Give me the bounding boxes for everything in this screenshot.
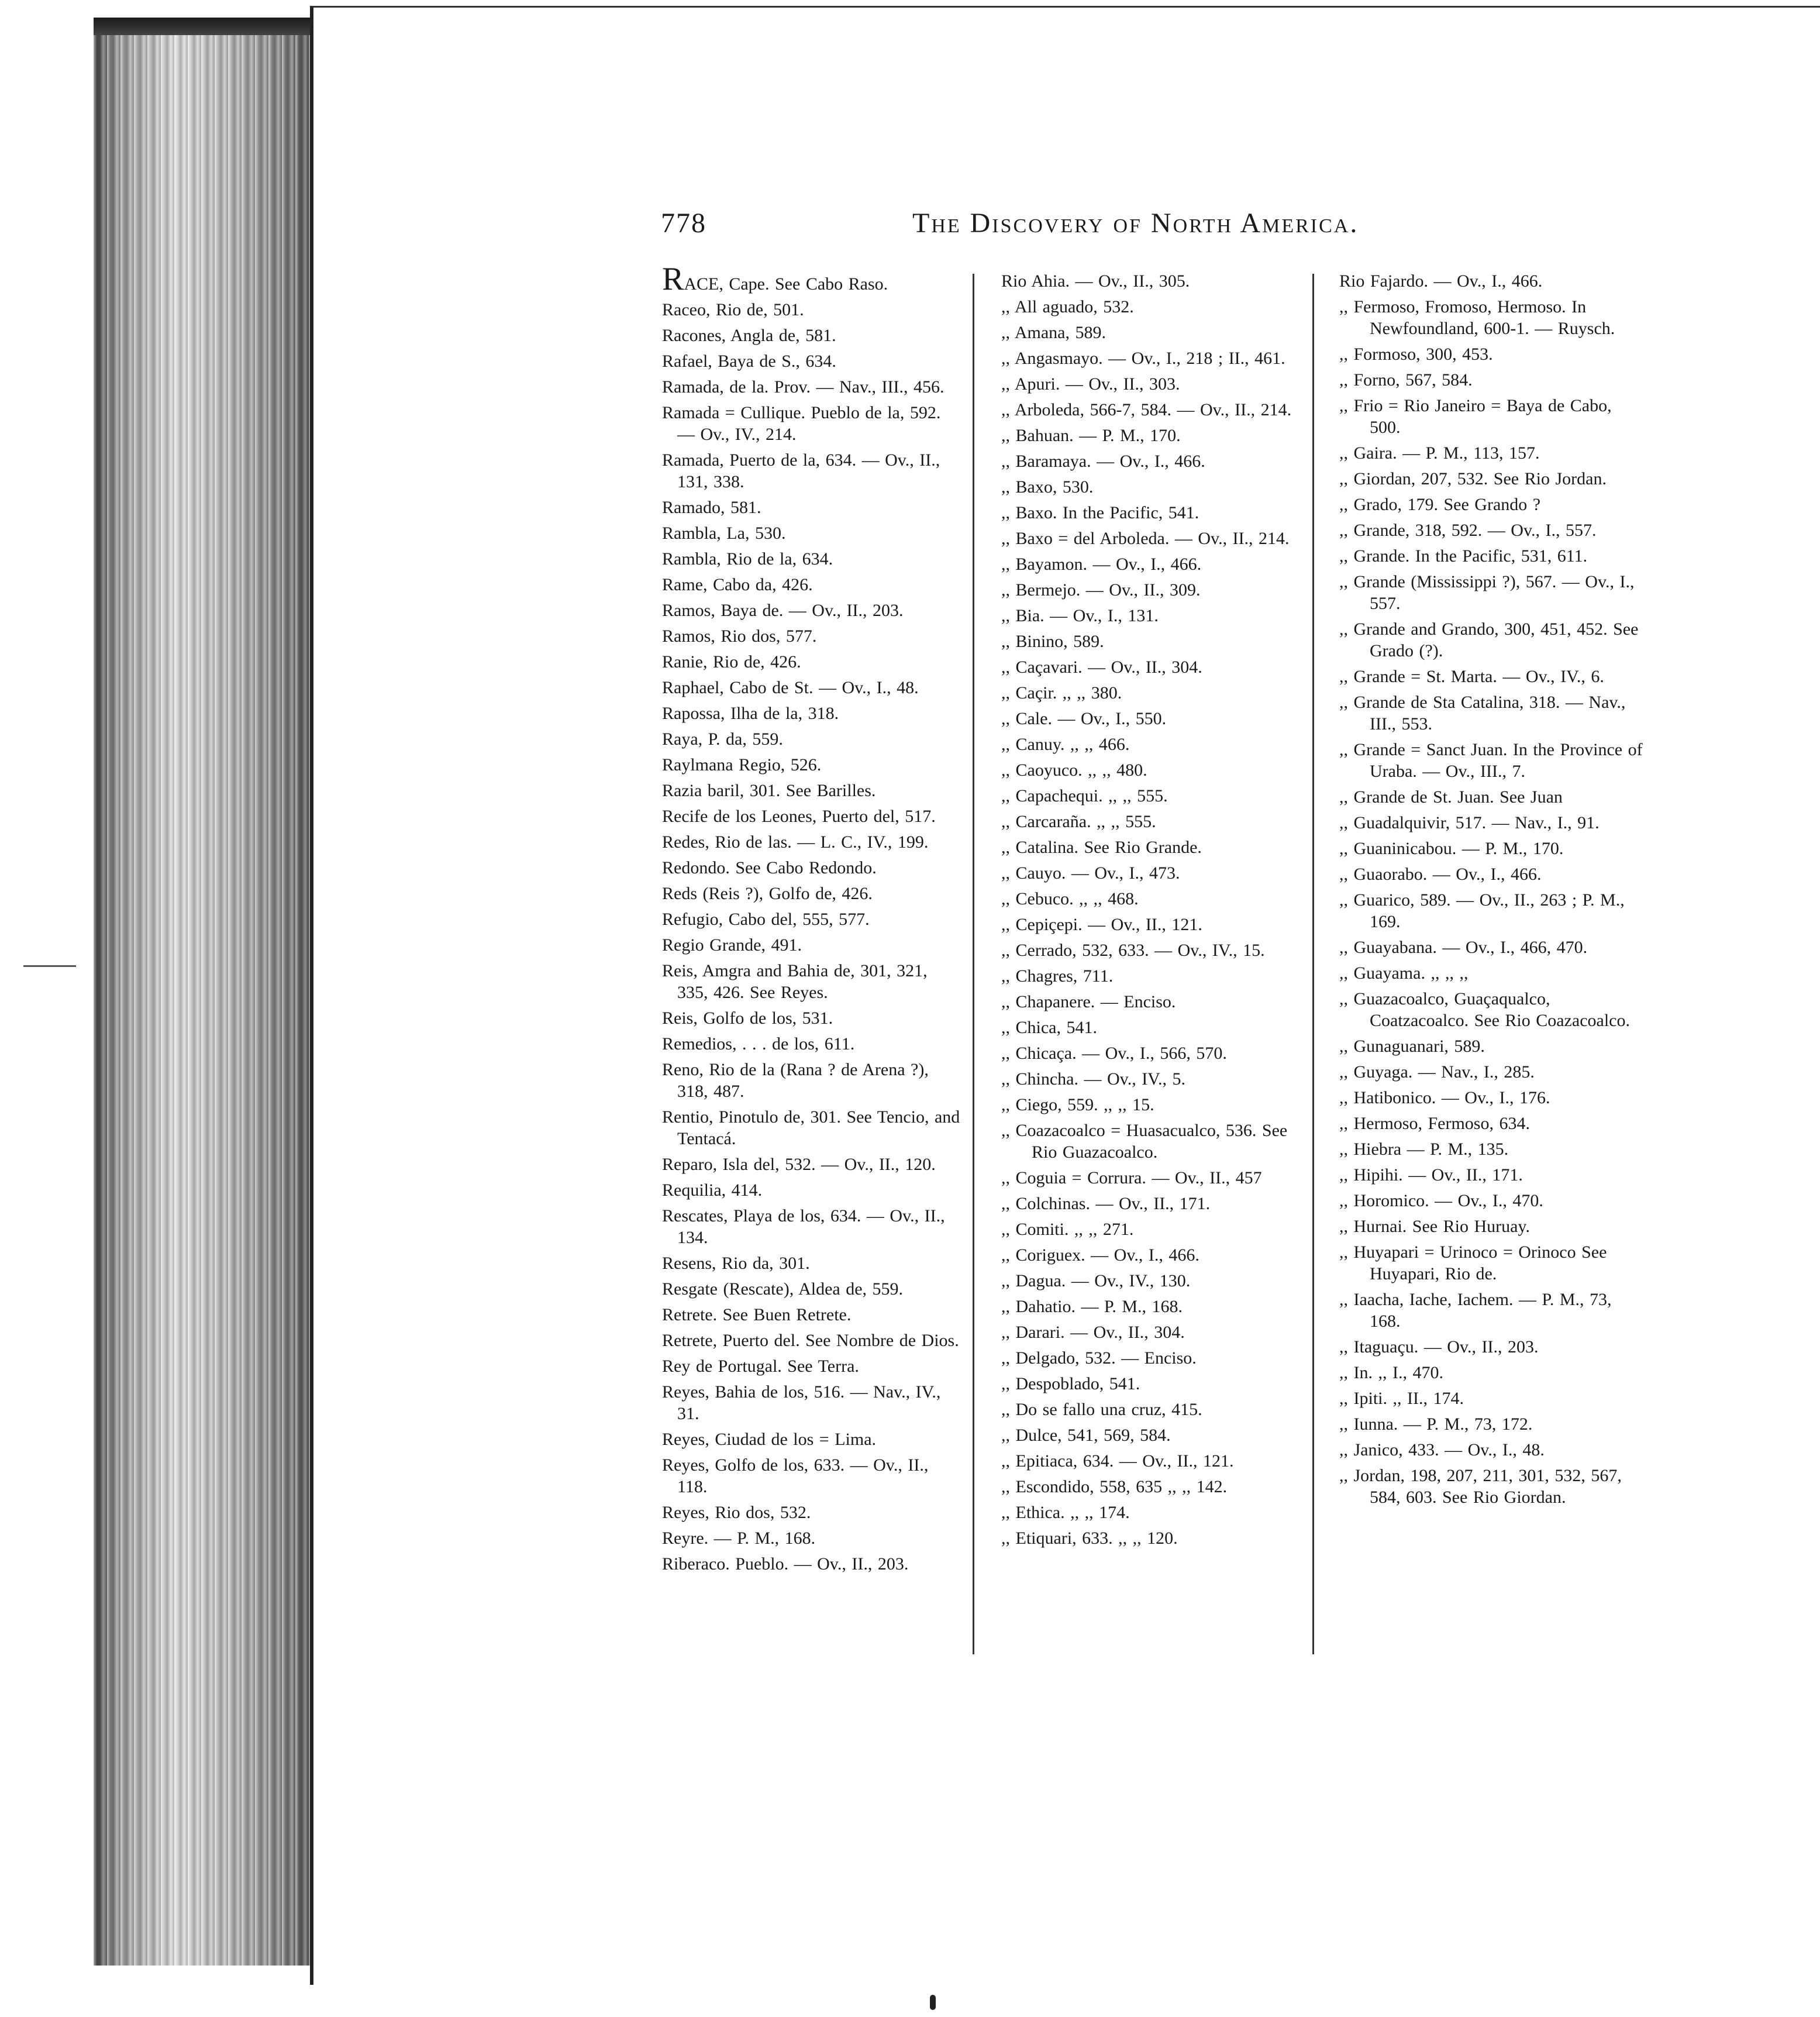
index-entry: ,, Guayama. ,, ,, ,,: [1339, 963, 1469, 983]
index-entry: ,, Grande and Grando, 300, 451, 452. See Grado (?).: [1339, 619, 1639, 660]
index-entry: Ramos, Rio dos, 577.: [662, 627, 817, 646]
column-divider-1: [973, 274, 974, 1654]
index-entry: ,, Colchinas. — Ov., II., 171.: [1001, 1194, 1211, 1213]
index-entry: ,, Huyapari = Urinoco = Orinoco See Huyapari, Rio de.: [1339, 1242, 1607, 1283]
index-entry: Rentio, Pinotulo de, 301. See Tencio, and Tentacá.: [662, 1107, 960, 1148]
index-entry: ,, Chagres, 711.: [1001, 966, 1114, 986]
index-entry: ,, Guaorabo. — Ov., I., 466.: [1339, 865, 1542, 884]
index-entry: ,, Grande de Sta Catalina, 318. — Nav., III., 553.: [1339, 693, 1626, 734]
index-entry: Riberaco. Pueblo. — Ov., II., 203.: [662, 1554, 909, 1574]
index-entry: ,, Bayamon. — Ov., I., 466.: [1001, 555, 1202, 574]
index-entry: Retrete. See Buen Retrete.: [662, 1305, 852, 1324]
index-entry: ,, Janico, 433. — Ov., I., 48.: [1339, 1440, 1545, 1460]
index-entry: RACE, Cape. See Cabo Raso.: [662, 261, 888, 297]
book-page-edges: [94, 35, 328, 1966]
index-entry: ,, Cauyo. — Ov., I., 473.: [1001, 863, 1180, 883]
index-entry: Ramado, 581.: [662, 498, 761, 517]
index-entry: ,, Cale. — Ov., I., 550.: [1001, 709, 1167, 728]
index-entry: Reis, Amgra and Bahia de, 301, 321, 335, 426. See Reyes.: [662, 961, 928, 1002]
index-entry: ,, Horomico. — Ov., I., 470.: [1339, 1191, 1543, 1210]
index-entry: ,, Grado, 179. See Grando ?: [1339, 495, 1541, 514]
index-entry: ,, Chica, 541.: [1001, 1018, 1097, 1037]
index-entry: ,, Guaninicabou. — P. M., 170.: [1339, 839, 1564, 858]
index-entry: ,, Chapanere. — Enciso.: [1001, 992, 1176, 1011]
index-entry: ,, Gaira. — P. M., 113, 157.: [1339, 443, 1540, 463]
index-entry: ,, Dulce, 541, 569, 584.: [1001, 1426, 1171, 1445]
index-entry: ,, Coriguex. — Ov., I., 466.: [1001, 1245, 1199, 1265]
index-entry: ,, Hiebra — P. M., 135.: [1339, 1140, 1509, 1159]
index-entry: ,, Arboleda, 566-7, 584. — Ov., II., 214.: [1001, 400, 1292, 419]
index-entry: ,, Angasmayo. — Ov., I., 218 ; II., 461.: [1001, 349, 1285, 368]
index-entry: ,, Dahatio. — P. M., 168.: [1001, 1297, 1183, 1316]
index-entry: Refugio, Cabo del, 555, 577.: [662, 910, 870, 929]
index-entry: Recife de los Leones, Puerto del, 517.: [662, 807, 936, 826]
index-entry: ,, Hermoso, Fermoso, 634.: [1339, 1114, 1530, 1133]
index-entry: ,, Caçir. ,, ,, 380.: [1001, 683, 1122, 703]
running-head: [661, 207, 1421, 248]
index-entry: Rio Fajardo. — Ov., I., 466.: [1339, 271, 1543, 291]
index-entry: ,, Caoyuco. ,, ,, 480.: [1001, 760, 1147, 780]
index-entry: Rapossa, Ilha de la, 318.: [662, 704, 839, 723]
index-entry: Reyes, Ciudad de los = Lima.: [662, 1430, 877, 1449]
index-entry: ,, Coguia = Corrura. — Ov., II., 457: [1001, 1168, 1262, 1188]
index-entry: ,, Capachequi. ,, ,, 555.: [1001, 786, 1168, 806]
index-entry: ,, Canuy. ,, ,, 466.: [1001, 735, 1130, 754]
index-entry: Reis, Golfo de los, 531.: [662, 1008, 833, 1028]
index-entry: ,, Cebuco. ,, ,, 468.: [1001, 889, 1139, 908]
index-entry: ,, Iaacha, Iache, Iachem. — P. M., 73, 168.: [1339, 1290, 1612, 1331]
page-number: 778: [661, 208, 706, 239]
margin-mark: [23, 965, 76, 967]
index-column-2: [1001, 270, 1307, 1553]
index-entry: ,, Grande = Sanct Juan. In the Province of Uraba. — Ov., III., 7.: [1339, 740, 1643, 781]
index-entry: Redes, Rio de las. — L. C., IV., 199.: [662, 832, 929, 852]
index-entry: Resens, Rio da, 301.: [662, 1254, 810, 1273]
index-entry: ,, Carcaraña. ,, ,, 555.: [1001, 812, 1156, 831]
index-entry: Ranie, Rio de, 426.: [662, 652, 801, 672]
index-entry: Remedios, . . . de los, 611.: [662, 1034, 855, 1054]
index-entry: ,, All aguado, 532.: [1001, 297, 1134, 316]
index-entry: Reparo, Isla del, 532. — Ov., II., 120.: [662, 1155, 936, 1174]
index-entry: ,, In. ,, I., 470.: [1339, 1363, 1443, 1382]
index-entry: ,, Itaguaçu. — Ov., II., 203.: [1339, 1337, 1539, 1357]
index-entry: ,, Chicaça. — Ov., I., 566, 570.: [1001, 1044, 1227, 1063]
index-entry: ,, Darari. — Ov., II., 304.: [1001, 1323, 1185, 1342]
index-entry: Raphael, Cabo de St. — Ov., I., 48.: [662, 678, 919, 697]
index-entry: ,, Ipiti. ,, II., 174.: [1339, 1389, 1464, 1408]
index-entry: ,, Delgado, 532. — Enciso.: [1001, 1348, 1197, 1368]
index-entry: ,, Amana, 589.: [1001, 323, 1106, 342]
index-entry: ,, Chincha. — Ov., IV., 5.: [1001, 1069, 1185, 1089]
index-entry: ,, Baxo, 530.: [1001, 477, 1094, 497]
index-entry: ,, Cepiçepi. — Ov., II., 121.: [1001, 915, 1202, 934]
index-entry: Ramada, de la. Prov. — Nav., III., 456.: [662, 377, 945, 397]
index-entry: Ramada = Cullique. Pueblo de la, 592. — Ov., IV., 214.: [662, 403, 941, 444]
index-entry: ,, Binino, 589.: [1001, 632, 1104, 651]
index-entry: Requilia, 414.: [662, 1180, 763, 1200]
index-entry: Racones, Angla de, 581.: [662, 326, 836, 345]
index-entry: ,, Frio = Rio Janeiro = Baya de Cabo, 500.: [1339, 396, 1612, 437]
index-entry: ,, Guyaga. — Nav., I., 285.: [1339, 1062, 1535, 1082]
index-entry: Reyre. — P. M., 168.: [662, 1529, 816, 1548]
column-divider-2: [1312, 274, 1314, 1654]
index-entry: ,, Coazacoalco = Huasacualco, 536. See Rio Guazacoalco.: [1001, 1121, 1288, 1162]
index-entry: ,, Despoblado, 541.: [1001, 1374, 1140, 1393]
index-entry: Rambla, La, 530.: [662, 524, 786, 543]
index-entry: Raya, P. da, 559.: [662, 729, 783, 749]
index-entry: Ramada, Puerto de la, 634. — Ov., II., 131, 338.: [662, 450, 940, 491]
index-entry: ,, Guarico, 589. — Ov., II., 263 ; P. M., 169.: [1339, 890, 1625, 931]
index-entry: Ramos, Baya de. — Ov., II., 203.: [662, 601, 904, 620]
index-entry: Rio Ahia. — Ov., II., 305.: [1001, 271, 1190, 291]
index-entry: ,, Formoso, 300, 453.: [1339, 345, 1493, 364]
index-entry: ,, Comiti. ,, ,, 271.: [1001, 1220, 1134, 1239]
index-entry: ,, Guadalquivir, 517. — Nav., I., 91.: [1339, 813, 1600, 832]
index-entry: ,, Ciego, 559. ,, ,, 15.: [1001, 1095, 1154, 1114]
page-title: The Discovery of North America.: [912, 208, 1359, 239]
index-entry: ,, Bermejo. — Ov., II., 309.: [1001, 580, 1201, 600]
index-entry: ,, Apuri. — Ov., II., 303.: [1001, 374, 1180, 394]
index-entry: ,, Grande (Mississippi ?), 567. — Ov., I., 557.: [1339, 572, 1635, 613]
index-entry: ,, Grande. In the Pacific, 531, 611.: [1339, 546, 1588, 566]
bottom-mark: [930, 1995, 936, 2010]
index-entry: ,, Hipihi. — Ov., II., 171.: [1339, 1165, 1523, 1185]
index-entry: Reyes, Bahia de los, 516. — Nav., IV., 31.: [662, 1382, 941, 1423]
index-entry: ,, Bahuan. — P. M., 170.: [1001, 426, 1181, 445]
index-entry: ,, Escondido, 558, 635 ,, ,, 142.: [1001, 1477, 1228, 1496]
index-entry: Reyes, Golfo de los, 633. — Ov., II., 118.: [662, 1455, 929, 1496]
index-entry: Raylmana Regio, 526.: [662, 755, 822, 775]
index-entry: ,, Caçavari. — Ov., II., 304.: [1001, 658, 1202, 677]
index-entry: ,, Baxo = del Arboleda. — Ov., II., 214.: [1001, 529, 1290, 548]
index-entry: ,, Iunna. — P. M., 73, 172.: [1339, 1414, 1533, 1434]
index-entry: ,, Etiquari, 633. ,, ,, 120.: [1001, 1529, 1178, 1548]
index-entry: Reds (Reis ?), Golfo de, 426.: [662, 884, 873, 903]
index-entry: ,, Grande, 318, 592. — Ov., I., 557.: [1339, 521, 1597, 540]
index-entry: ,, Giordan, 207, 532. See Rio Jordan.: [1339, 469, 1607, 488]
index-entry: ,, Ethica. ,, ,, 174.: [1001, 1503, 1130, 1522]
index-entry: Rambla, Rio de la, 634.: [662, 549, 833, 569]
index-entry: Raceo, Rio de, 501.: [662, 300, 804, 319]
index-entry: ,, Gunaguanari, 589.: [1339, 1037, 1485, 1056]
index-entry: Rescates, Playa de los, 634. — Ov., II., 134.: [662, 1206, 945, 1247]
index-entry: Retrete, Puerto del. See Nombre de Dios.: [662, 1331, 959, 1350]
index-entry: ,, Jordan, 198, 207, 211, 301, 532, 567, 584, 603. See Rio Giordan.: [1339, 1466, 1622, 1507]
index-entry: Redondo. See Cabo Redondo.: [662, 858, 877, 877]
index-entry: Reno, Rio de la (Rana ? de Arena ?), 318, 487.: [662, 1060, 929, 1101]
index-entry: Rame, Cabo da, 426.: [662, 575, 813, 594]
index-column-3: [1339, 270, 1645, 1512]
index-entry: ,, Do se fallo una cruz, 415.: [1001, 1400, 1202, 1419]
index-entry: ,, Cerrado, 532, 633. — Ov., IV., 15.: [1001, 941, 1265, 960]
index-entry: ,, Hurnai. See Rio Huruay.: [1339, 1217, 1530, 1236]
index-column-1: [662, 261, 963, 1579]
index-entry: Rafael, Baya de S., 634.: [662, 352, 836, 371]
index-entry: ,, Epitiaca, 634. — Ov., II., 121.: [1001, 1451, 1234, 1471]
index-entry: Resgate (Rescate), Aldea de, 559.: [662, 1279, 904, 1299]
index-entry: ,, Forno, 567, 584.: [1339, 370, 1473, 390]
index-entry: Rey de Portugal. See Terra.: [662, 1357, 859, 1376]
index-entry: Regio Grande, 491.: [662, 935, 802, 955]
index-entry: ,, Hatibonico. — Ov., I., 176.: [1339, 1088, 1550, 1107]
index-entry: ,, Grande de St. Juan. See Juan: [1339, 787, 1563, 807]
index-entry: ,, Bia. — Ov., I., 131.: [1001, 606, 1159, 625]
index-entry: ,, Baramaya. — Ov., I., 466.: [1001, 452, 1205, 471]
index-entry: ,, Grande = St. Marta. — Ov., IV., 6.: [1339, 667, 1604, 686]
index-entry: ,, Catalina. See Rio Grande.: [1001, 838, 1202, 857]
index-entry: ,, Baxo. In the Pacific, 541.: [1001, 503, 1199, 522]
index-entry: Reyes, Rio dos, 532.: [662, 1503, 811, 1522]
index-entry: Razia baril, 301. See Barilles.: [662, 781, 876, 800]
index-entry: ,, Dagua. — Ov., IV., 130.: [1001, 1271, 1191, 1290]
index-entry: ,, Fermoso, Fromoso, Hermoso. In Newfoundland, 600-1. — Ruysch.: [1339, 297, 1615, 338]
index-entry: ,, Guayabana. — Ov., I., 466, 470.: [1339, 938, 1588, 957]
index-entry: ,, Guazacoalco, Guaçaqualco, Coatzacoalco. See Rio Coazacoalco.: [1339, 989, 1630, 1030]
